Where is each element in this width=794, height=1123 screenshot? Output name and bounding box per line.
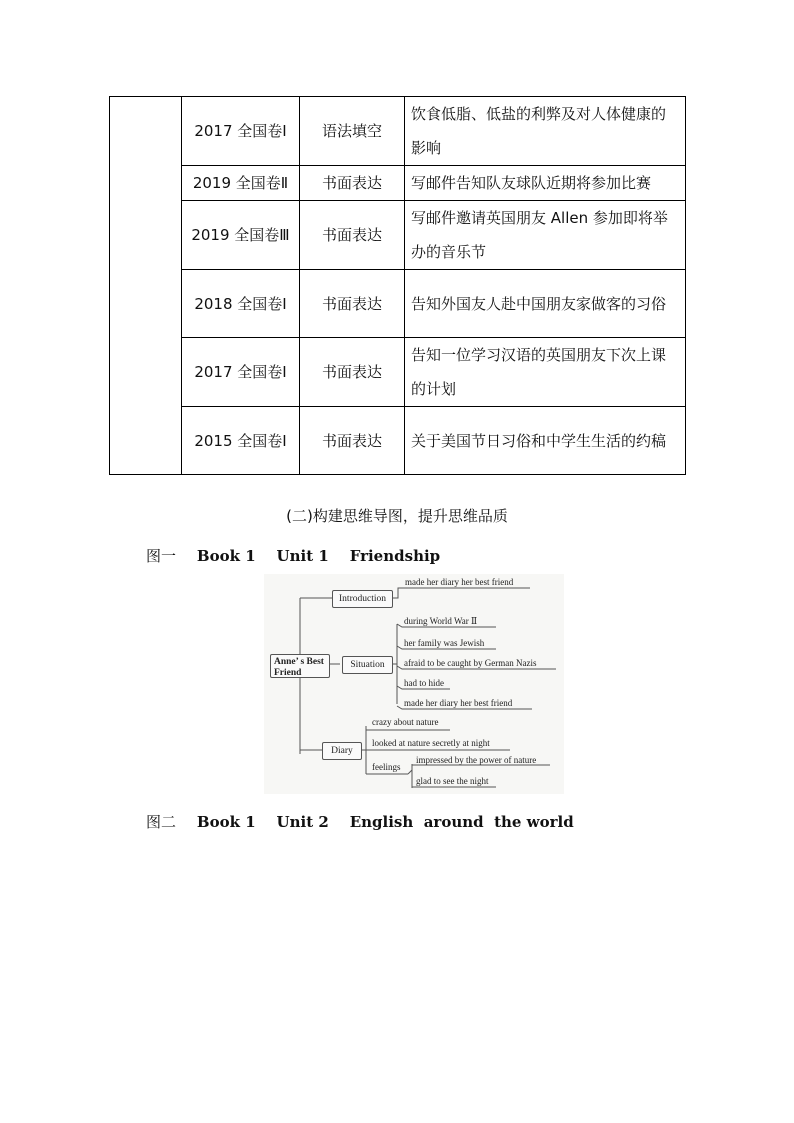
mindmap-leaf: looked at nature secretly at night xyxy=(372,738,490,748)
mindmap-leaf: during World War Ⅱ xyxy=(404,616,478,626)
topic-cell: 写邮件告知队友球队近期将参加比赛 xyxy=(405,166,686,201)
table-row xyxy=(110,97,686,166)
table-row xyxy=(110,166,686,201)
mindmap-leaf: afraid to be caught by German Nazis xyxy=(404,658,537,668)
mindmap-leaf: made her diary her best friend xyxy=(405,577,514,587)
mindmap-leaf: her family was Jewish xyxy=(404,638,485,648)
type-cell: 书面表达 xyxy=(300,270,405,338)
mindmap-branch-diary: Diary xyxy=(322,742,362,760)
mindmap-leaf: glad to see the night xyxy=(416,776,489,786)
exam-topics-table xyxy=(109,96,686,475)
topic-cell: 告知外国友人赴中国朋友家做客的习俗 xyxy=(405,270,686,338)
year-cell: 2019 全国卷Ⅲ xyxy=(182,201,300,270)
figure2-caption xyxy=(146,811,574,832)
topic-cell: 告知一位学习汉语的英国朋友下次上课的计划 xyxy=(405,338,686,407)
mindmap-sub-branch-feelings: feelings xyxy=(372,762,401,772)
mindmap-leaf: had to hide xyxy=(404,678,444,688)
table-row xyxy=(110,338,686,407)
section-title: (二)构建思维导图，提升思维品质 xyxy=(286,507,508,525)
year-cell: 2017 全国卷Ⅰ xyxy=(182,338,300,407)
mindmap-root: Anne’ s Best Friend xyxy=(270,654,330,678)
mindmap-branch-introduction: Introduction xyxy=(332,590,393,608)
figure2-label: 图二 xyxy=(146,813,177,831)
mindmap-leaf: crazy about nature xyxy=(372,717,439,727)
figure1-caption xyxy=(146,545,440,566)
year-cell: 2018 全国卷Ⅰ xyxy=(182,270,300,338)
topic-cell: 饮食低脂、低盐的利弊及对人体健康的影响 xyxy=(405,97,686,166)
type-cell: 书面表达 xyxy=(300,201,405,270)
mindmap-friendship xyxy=(264,574,564,794)
type-cell: 书面表达 xyxy=(300,407,405,475)
figure1-title: Book 1 Unit 1 Friendship xyxy=(196,547,441,565)
year-cell: 2019 全国卷Ⅱ xyxy=(182,166,300,201)
year-cell: 2017 全国卷Ⅰ xyxy=(182,97,300,166)
table-row xyxy=(110,270,686,338)
mindmap-leaf: impressed by the power of nature xyxy=(416,755,537,765)
table-row xyxy=(110,201,686,270)
table-row xyxy=(110,407,686,475)
mindmap-leaf: made her diary her best friend xyxy=(404,698,513,708)
type-cell: 语法填空 xyxy=(300,97,405,166)
type-cell: 书面表达 xyxy=(300,338,405,407)
year-cell: 2015 全国卷Ⅰ xyxy=(182,407,300,475)
merged-category-cell xyxy=(110,97,182,475)
topic-cell: 关于美国节日习俗和中学生生活的约稿 xyxy=(405,407,686,475)
mindmap-branch-situation: Situation xyxy=(342,656,393,674)
type-cell: 书面表达 xyxy=(300,166,405,201)
figure2-title: Book 1 Unit 2 English around the world xyxy=(196,813,574,831)
topic-cell: 写邮件邀请英国朋友 Allen 参加即将举办的音乐节 xyxy=(405,201,686,270)
figure1-label: 图一 xyxy=(146,547,177,565)
